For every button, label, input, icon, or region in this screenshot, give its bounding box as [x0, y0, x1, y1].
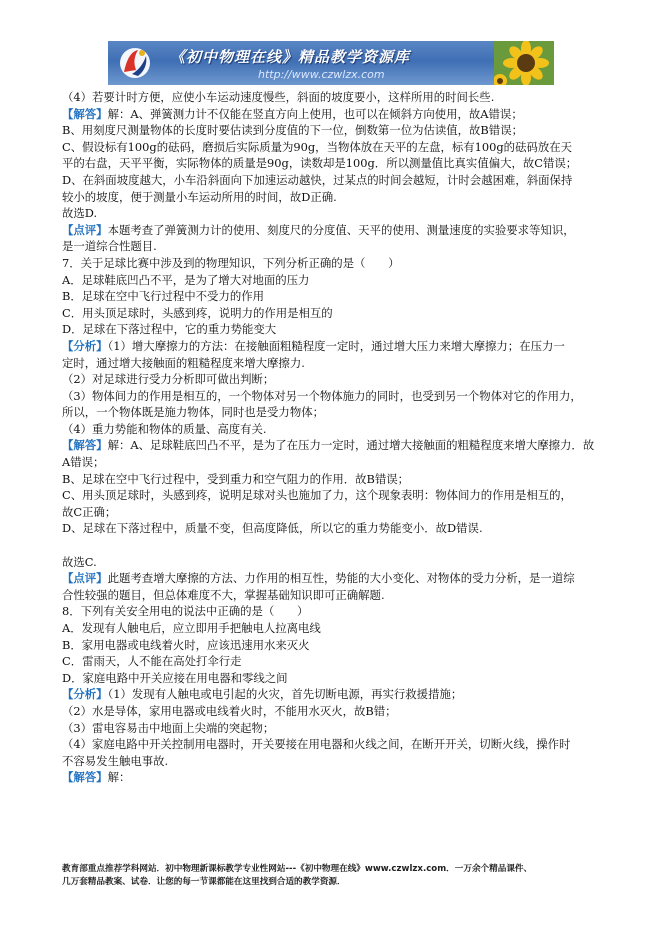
text-line	[62, 106, 618, 123]
line-text: B、用刻度尺测量物体的长度时要估读到分度值的下一位，倒数第一位为估读值，故B错误；	[62, 123, 523, 138]
line-text: （2）水是导体，家用电器或电线着火时，不能用水灭火，故B错；	[62, 703, 397, 718]
text-line	[62, 587, 618, 604]
text-line	[62, 554, 618, 571]
text-line	[62, 421, 618, 438]
line-text: B．家用电器或电线着火时，应该迅速用水来灭火	[62, 637, 310, 652]
text-line	[62, 404, 618, 421]
site-logo-icon	[118, 44, 152, 82]
text-line	[62, 222, 618, 239]
text-line	[62, 321, 618, 338]
text-line	[62, 720, 618, 737]
line-text: 故选C.	[62, 554, 97, 569]
text-line	[62, 388, 618, 405]
section-tag: 【点评】	[62, 571, 108, 586]
line-text: D、在斜面坡度越大，小车沿斜面向下加速运动越快，过某点的时间会越短，计时会越困难，斜面保持	[62, 172, 573, 187]
line-text: A错误；	[62, 455, 105, 470]
line-text: （1）发现有人触电或电引起的火灾，首先切断电源，再实行救援措施；	[107, 687, 463, 702]
page-footer	[62, 863, 622, 889]
text-line	[62, 520, 618, 537]
line-text: D．足球在下落过程中，它的重力势能变大	[62, 322, 277, 337]
line-text: C、假设标有100g的砝码，磨损后实际质量为90g，当物体放在天平的左盘，标有100g的砝码放在天	[62, 139, 573, 154]
line-text: 较小的坡度，便于测量小车运动所用的时间，故D正确.	[62, 189, 337, 204]
text-line	[62, 620, 618, 637]
text-line	[62, 454, 618, 471]
line-text: D、足球在下落过程中，质量不变，但高度降低，所以它的重力势能变小．故D错误.	[62, 521, 483, 536]
section-tag: 【分析】	[62, 338, 108, 353]
text-line	[62, 769, 618, 786]
line-text: D．家庭电路中开关应接在用电器和零线之间	[62, 670, 288, 685]
line-text: 是一道综合性题目.	[62, 239, 157, 254]
line-text: 此题考查增大摩擦的方法、力作用的相互性，势能的大小变化、对物体的受力分析，是一道综	[107, 571, 575, 586]
line-text: （2）对足球进行受力分析即可做出判断；	[62, 372, 275, 387]
line-text: 解：A、足球鞋底凹凸不平，是为了在压力一定时，通过增大接触面的粗糙程度来增大摩擦力．故	[107, 438, 595, 453]
text-line	[62, 504, 618, 521]
line-text: 定时，通过增大接触面的粗糙程度来增大摩擦力.	[62, 355, 305, 370]
section-tag: 【分析】	[62, 687, 108, 702]
text-line	[62, 537, 618, 554]
text-line	[62, 570, 618, 587]
line-text: （1）增大摩擦力的方法：在接触面粗糙程度一定时，通过增大压力来增大摩擦力；在压力一	[107, 338, 565, 353]
text-line	[62, 753, 618, 770]
text-line	[62, 703, 618, 720]
line-text: 合性较强的题目，但总体难度不大，掌握基础知识即可正确解题.	[62, 587, 385, 602]
text-line	[62, 172, 618, 189]
line-text: B、足球在空中飞行过程中，受到重力和空气阻力的作用．故B错误；	[62, 471, 410, 486]
line-text: C．雷雨天，人不能在高处打伞行走	[62, 654, 242, 669]
section-tag: 【解答】	[62, 438, 108, 453]
footer-line: 几万套精品教案、试卷．让您的每一节课都能在这里找到合适的教学资源．	[62, 877, 346, 887]
text-line	[62, 122, 618, 139]
line-text: 所以，一个物体既是施力物体，同时也是受力物体；	[62, 405, 324, 420]
text-line	[62, 653, 618, 670]
line-text: （4）若要计时方便，应使小车运动速度慢些，斜面的坡度要小，这样所用的时间长些.	[62, 90, 495, 104]
text-line	[62, 603, 618, 620]
section-tag: 【解答】	[62, 106, 108, 121]
text-line	[62, 205, 618, 222]
line-text: 不容易发生触电事故.	[62, 753, 169, 768]
section-tag: 【点评】	[62, 222, 108, 237]
line-text: B．足球在空中飞行过程中不受力的作用	[62, 289, 265, 304]
line-text: （4）家庭电路中开关控制用电器时，开关要接在用电器和火线之间，在断开开关，切断火线，操作时	[62, 737, 571, 752]
footer-line: 教育部重点推荐学科网站．初中物理新课标教学专业性网站---《初中物理在线》www.czwlzx.com．一万余个精品课件、	[62, 864, 533, 874]
text-line	[62, 139, 618, 156]
line-text: 8．下列有关安全用电的说法中正确的是（ ）	[62, 604, 309, 619]
text-line	[62, 305, 618, 322]
line-text: 本题考查了弹簧测力计的使用、刻度尺的分度值、天平的使用、测量速度的实验要求等知识，	[107, 222, 575, 237]
banner-title: 《初中物理在线》精品教学资源库	[170, 48, 411, 66]
sunflower-icon	[494, 41, 554, 85]
text-line	[62, 89, 618, 106]
text-line	[62, 238, 618, 255]
line-text: （3）物体间力的作用是相互的，一个物体对另一个物体施力的同时，也受到另一个物体对它的作用力，	[62, 388, 582, 403]
line-text: 解：A、弹簧测力计不仅能在竖直方向上使用，也可以在倾斜方向使用，故A错误；	[107, 106, 523, 121]
text-line	[62, 288, 618, 305]
text-line	[62, 255, 618, 272]
text-line	[62, 338, 618, 355]
line-text: A．发现有人触电后，应立即用手把触电人拉离电线	[62, 621, 321, 635]
document-body	[62, 89, 618, 786]
line-text: 7．关于足球比赛中涉及到的物理知识，下列分析正确的是（ ）	[62, 255, 400, 270]
line-text: A．足球鞋底凹凸不平，是为了增大对地面的压力	[62, 272, 310, 287]
line-text: C、用头顶足球时，头感到疼，说明足球对头也施加了力，这个现象表明：物体间力的作用是相互的，	[62, 488, 572, 503]
line-text: 故选D.	[62, 206, 98, 221]
line-text: 故C正确；	[62, 504, 117, 519]
text-line	[62, 189, 618, 206]
text-line	[62, 487, 618, 504]
text-line	[62, 637, 618, 654]
text-line	[62, 437, 618, 454]
text-line	[62, 471, 618, 488]
text-line	[62, 155, 618, 172]
text-line	[62, 736, 618, 753]
header-banner	[108, 41, 554, 85]
text-line	[62, 371, 618, 388]
text-line	[62, 272, 618, 289]
line-text: （3）雷电容易击中地面上尖端的突起物；	[62, 720, 275, 735]
text-line	[62, 670, 618, 687]
line-text: （4）重力势能和物体的质量、高度有关.	[62, 421, 267, 436]
line-text: 解：	[107, 770, 131, 785]
line-text: 平的右盘，天平平衡，实际物体的质量是90g，读数却是100g．所以测量值比真实值偏大，故C错误；	[62, 156, 578, 171]
section-tag: 【解答】	[62, 770, 108, 785]
text-line	[62, 686, 618, 703]
text-line	[62, 355, 618, 372]
banner-url[interactable]: http://www.czwlzx.com	[258, 68, 385, 81]
line-text: C．用头顶足球时，头感到疼，说明力的作用是相互的	[62, 305, 333, 320]
